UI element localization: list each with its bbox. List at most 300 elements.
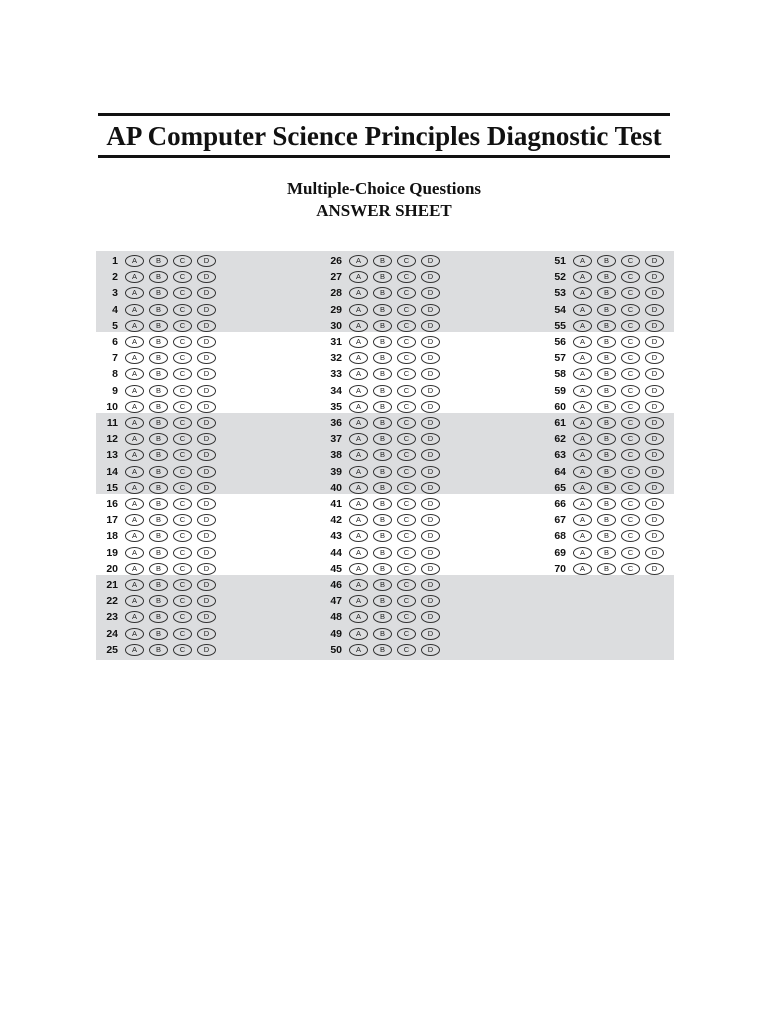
answer-bubble-d[interactable]: D [421, 530, 440, 542]
answer-bubble-b[interactable]: B [597, 401, 616, 413]
answer-bubble-c[interactable]: C [621, 320, 640, 332]
answer-bubble-c[interactable]: C [397, 579, 416, 591]
answer-bubble-a[interactable]: A [125, 368, 144, 380]
question-number: 66 [554, 498, 566, 510]
answer-bubble-a[interactable]: A [125, 514, 144, 526]
answer-bubble-c[interactable]: C [621, 287, 640, 299]
answer-bubble-b[interactable]: B [373, 498, 392, 510]
answer-bubble-d[interactable]: D [645, 449, 664, 461]
answer-bubble-a[interactable]: A [125, 385, 144, 397]
answer-bubble-c[interactable]: C [173, 336, 192, 348]
answer-bubble-d[interactable]: D [197, 482, 216, 494]
answer-bubble-c[interactable]: C [397, 466, 416, 478]
answer-bubble-d[interactable]: D [421, 401, 440, 413]
answer-bubble-b[interactable]: B [373, 547, 392, 559]
answer-bubble-c[interactable]: C [621, 417, 640, 429]
question-number: 41 [330, 498, 342, 510]
answer-bubble-a[interactable]: A [349, 449, 368, 461]
answer-bubble-c[interactable]: C [397, 352, 416, 364]
answer-bubble-d[interactable]: D [645, 530, 664, 542]
answer-bubble-d[interactable]: D [421, 433, 440, 445]
answer-bubble-b[interactable]: B [373, 287, 392, 299]
answer-bubble-d[interactable]: D [197, 628, 216, 640]
question-row [96, 593, 216, 609]
answer-bubble-c[interactable]: C [621, 401, 640, 413]
answer-bubble-c[interactable]: C [173, 547, 192, 559]
answer-bubble-c[interactable]: C [621, 368, 640, 380]
answer-bubble-a[interactable]: A [573, 466, 592, 478]
answer-bubble-b[interactable]: B [373, 401, 392, 413]
question-number: 20 [106, 562, 118, 575]
answer-bubble-b[interactable]: B [149, 385, 168, 397]
question-number: 44 [330, 546, 342, 559]
question-number: 56 [554, 336, 566, 348]
answer-bubble-c[interactable]: C [173, 595, 192, 607]
answer-bubble-c[interactable]: C [397, 530, 416, 542]
answer-bubble-d[interactable]: D [197, 417, 216, 429]
answer-bubble-b[interactable]: B [373, 530, 392, 542]
answer-bubble-a[interactable]: A [349, 336, 368, 348]
answer-bubble-d[interactable]: D [197, 644, 216, 656]
answer-bubble-c[interactable]: C [621, 514, 640, 526]
answer-bubble-d[interactable]: D [645, 304, 664, 316]
answer-bubble-a[interactable]: A [349, 304, 368, 316]
answer-bubble-a[interactable]: A [349, 385, 368, 397]
answer-bubble-a[interactable]: A [349, 611, 368, 623]
answer-bubble-b[interactable]: B [373, 320, 392, 332]
answer-bubble-d[interactable]: D [645, 466, 664, 478]
answer-bubble-c[interactable]: C [173, 385, 192, 397]
answer-bubble-c[interactable]: C [173, 466, 192, 478]
answer-bubble-c[interactable]: C [173, 255, 192, 267]
answer-bubble-c[interactable]: C [397, 563, 416, 575]
answer-bubble-d[interactable]: D [197, 401, 216, 413]
answer-bubble-c[interactable]: C [397, 417, 416, 429]
answer-bubble-d[interactable]: D [421, 304, 440, 316]
answer-bubble-d[interactable]: D [645, 401, 664, 413]
answer-bubble-d[interactable]: D [645, 498, 664, 510]
answer-bubble-d[interactable]: D [645, 320, 664, 332]
answer-bubble-d[interactable]: D [645, 433, 664, 445]
answer-bubble-b[interactable]: B [149, 595, 168, 607]
answer-bubble-a[interactable]: A [125, 595, 144, 607]
answer-bubble-b[interactable]: B [373, 352, 392, 364]
answer-bubble-a[interactable]: A [125, 417, 144, 429]
answer-bubble-b[interactable]: B [149, 336, 168, 348]
answer-bubble-a[interactable]: A [349, 644, 368, 656]
answer-bubble-b[interactable]: B [149, 482, 168, 494]
answer-bubble-b[interactable]: B [373, 628, 392, 640]
answer-bubble-a[interactable]: A [125, 320, 144, 332]
answer-bubble-d[interactable]: D [197, 255, 216, 267]
answer-bubble-d[interactable]: D [197, 352, 216, 364]
answer-bubble-d[interactable]: D [421, 498, 440, 510]
answer-bubble-d[interactable]: D [645, 417, 664, 429]
answer-bubble-d[interactable]: D [197, 449, 216, 461]
answer-bubble-d[interactable]: D [645, 547, 664, 559]
answer-bubble-a[interactable]: A [573, 482, 592, 494]
answer-bubble-d[interactable]: D [421, 255, 440, 267]
answer-bubble-d[interactable]: D [421, 287, 440, 299]
answer-bubble-a[interactable]: A [125, 611, 144, 623]
answer-bubble-b[interactable]: B [373, 255, 392, 267]
answer-bubble-a[interactable]: A [349, 352, 368, 364]
answer-bubble-c[interactable]: C [173, 611, 192, 623]
question-number: 3 [112, 287, 118, 300]
answer-bubble-b[interactable]: B [373, 336, 392, 348]
answer-bubble-b[interactable]: B [373, 611, 392, 623]
answer-bubble-c[interactable]: C [173, 498, 192, 510]
answer-bubble-a[interactable]: A [573, 320, 592, 332]
answer-bubble-c[interactable]: C [173, 644, 192, 656]
answer-bubble-b[interactable]: B [597, 498, 616, 510]
answer-bubble-c[interactable]: C [173, 417, 192, 429]
answer-bubble-c[interactable]: C [621, 498, 640, 510]
answer-bubble-a[interactable]: A [573, 530, 592, 542]
answer-bubble-b[interactable]: B [373, 304, 392, 316]
answer-bubble-b[interactable]: B [149, 466, 168, 478]
answer-bubble-a[interactable]: A [125, 628, 144, 640]
answer-bubble-c[interactable]: C [397, 611, 416, 623]
answer-bubble-c[interactable]: C [173, 304, 192, 316]
answer-bubble-b[interactable]: B [373, 644, 392, 656]
answer-bubble-d[interactable]: D [421, 320, 440, 332]
answer-bubble-d[interactable]: D [197, 595, 216, 607]
answer-bubble-a[interactable]: A [125, 401, 144, 413]
answer-bubble-d[interactable]: D [197, 433, 216, 445]
question-row [320, 302, 440, 318]
answer-bubble-d[interactable]: D [421, 628, 440, 640]
answer-bubble-d[interactable]: D [197, 287, 216, 299]
answer-bubble-a[interactable]: A [573, 352, 592, 364]
answer-bubble-b[interactable]: B [373, 595, 392, 607]
answer-bubble-a[interactable]: A [125, 563, 144, 575]
question-row [544, 269, 664, 285]
question-row [96, 285, 216, 301]
answer-bubble-c[interactable]: C [173, 530, 192, 542]
answer-bubble-a[interactable]: A [125, 287, 144, 299]
answer-bubble-b[interactable]: B [149, 628, 168, 640]
answer-bubble-c[interactable]: C [621, 304, 640, 316]
answer-bubble-c[interactable]: C [397, 304, 416, 316]
answer-bubble-b[interactable]: B [149, 271, 168, 283]
answer-bubble-d[interactable]: D [197, 368, 216, 380]
answer-bubble-a[interactable]: A [125, 352, 144, 364]
answer-bubble-a[interactable]: A [573, 287, 592, 299]
answer-bubble-d[interactable]: D [645, 514, 664, 526]
answer-bubble-c[interactable]: C [621, 530, 640, 542]
answer-bubble-b[interactable]: B [597, 352, 616, 364]
answer-bubble-d[interactable]: D [421, 271, 440, 283]
answer-bubble-b[interactable]: B [597, 547, 616, 559]
question-row [320, 334, 440, 350]
answer-bubble-c[interactable]: C [621, 255, 640, 267]
answer-bubble-a[interactable]: A [125, 336, 144, 348]
answer-bubble-a[interactable]: A [349, 368, 368, 380]
answer-bubble-b[interactable]: B [373, 271, 392, 283]
answer-bubble-b[interactable]: B [149, 579, 168, 591]
answer-bubble-b[interactable]: B [597, 482, 616, 494]
answer-bubble-d[interactable]: D [197, 498, 216, 510]
answer-bubble-b[interactable]: B [597, 466, 616, 478]
answer-bubble-a[interactable]: A [573, 563, 592, 575]
answer-bubble-c[interactable]: C [173, 352, 192, 364]
answer-bubble-a[interactable]: A [349, 498, 368, 510]
answer-bubble-a[interactable]: A [349, 514, 368, 526]
answer-bubble-b[interactable]: B [373, 514, 392, 526]
answer-bubble-d[interactable]: D [421, 482, 440, 494]
answer-bubble-b[interactable]: B [373, 466, 392, 478]
answer-bubble-d[interactable]: D [421, 514, 440, 526]
answer-bubble-b[interactable]: B [149, 611, 168, 623]
answer-bubble-b[interactable]: B [597, 271, 616, 283]
answer-bubble-b[interactable]: B [149, 547, 168, 559]
answer-bubble-d[interactable]: D [645, 255, 664, 267]
answer-bubble-b[interactable]: B [597, 433, 616, 445]
answer-bubble-d[interactable]: D [421, 368, 440, 380]
answer-bubble-a[interactable]: A [573, 547, 592, 559]
answer-bubble-d[interactable]: D [645, 271, 664, 283]
answer-bubble-c[interactable]: C [397, 514, 416, 526]
answer-bubble-b[interactable]: B [373, 563, 392, 575]
answer-bubble-a[interactable]: A [573, 498, 592, 510]
answer-bubble-a[interactable]: A [125, 304, 144, 316]
answer-bubble-a[interactable]: A [349, 530, 368, 542]
answer-bubble-c[interactable]: C [173, 563, 192, 575]
question-row [544, 512, 664, 528]
answer-bubble-c[interactable]: C [621, 482, 640, 494]
answer-bubble-c[interactable]: C [397, 255, 416, 267]
answer-bubble-c[interactable]: C [397, 595, 416, 607]
answer-bubble-b[interactable]: B [373, 449, 392, 461]
answer-bubble-d[interactable]: D [197, 304, 216, 316]
answer-bubble-b[interactable]: B [373, 368, 392, 380]
question-number: 48 [330, 611, 342, 624]
answer-bubble-d[interactable]: D [197, 466, 216, 478]
answer-bubble-d[interactable]: D [197, 385, 216, 397]
answer-bubble-d[interactable]: D [197, 579, 216, 591]
answer-bubble-b[interactable]: B [597, 530, 616, 542]
answer-bubble-a[interactable]: A [125, 433, 144, 445]
answer-bubble-c[interactable]: C [397, 433, 416, 445]
answer-bubble-d[interactable]: D [197, 611, 216, 623]
answer-bubble-c[interactable]: C [397, 644, 416, 656]
answer-bubble-c[interactable]: C [173, 579, 192, 591]
answer-bubble-d[interactable]: D [197, 320, 216, 332]
answer-bubble-a[interactable]: A [349, 271, 368, 283]
answer-bubble-a[interactable]: A [573, 514, 592, 526]
answer-bubble-b[interactable]: B [149, 563, 168, 575]
answer-bubble-b[interactable]: B [149, 320, 168, 332]
answer-bubble-c[interactable]: C [173, 514, 192, 526]
answer-bubble-b[interactable]: B [149, 530, 168, 542]
answer-bubble-c[interactable]: C [173, 628, 192, 640]
answer-bubble-c[interactable]: C [397, 547, 416, 559]
answer-bubble-a[interactable]: A [573, 368, 592, 380]
answer-bubble-a[interactable]: A [349, 547, 368, 559]
answer-bubble-a[interactable]: A [349, 482, 368, 494]
answer-bubble-a[interactable]: A [573, 255, 592, 267]
answer-bubble-d[interactable]: D [645, 287, 664, 299]
answer-bubble-d[interactable]: D [645, 352, 664, 364]
answer-bubble-b[interactable]: B [149, 287, 168, 299]
answer-bubble-a[interactable]: A [573, 401, 592, 413]
answer-bubble-b[interactable]: B [597, 368, 616, 380]
answer-bubble-c[interactable]: C [397, 628, 416, 640]
answer-bubble-d[interactable]: D [421, 336, 440, 348]
answer-bubble-d[interactable]: D [197, 563, 216, 575]
answer-bubble-b[interactable]: B [149, 433, 168, 445]
answer-bubble-a[interactable]: A [349, 595, 368, 607]
answer-bubble-a[interactable]: A [125, 482, 144, 494]
answer-bubble-a[interactable]: A [125, 530, 144, 542]
answer-bubble-c[interactable]: C [621, 336, 640, 348]
answer-bubble-a[interactable]: A [573, 304, 592, 316]
answer-bubble-c[interactable]: C [173, 401, 192, 413]
answer-bubble-a[interactable]: A [125, 255, 144, 267]
answer-bubble-d[interactable]: D [421, 611, 440, 623]
answer-bubble-d[interactable]: D [421, 547, 440, 559]
answer-bubble-c[interactable]: C [397, 287, 416, 299]
answer-bubble-b[interactable]: B [149, 498, 168, 510]
answer-bubble-d[interactable]: D [421, 595, 440, 607]
answer-bubble-b[interactable]: B [149, 304, 168, 316]
answer-bubble-c[interactable]: C [621, 563, 640, 575]
answer-bubble-b[interactable]: B [373, 433, 392, 445]
answer-bubble-c[interactable]: C [173, 482, 192, 494]
answer-bubble-c[interactable]: C [173, 368, 192, 380]
answer-bubble-a[interactable]: A [349, 563, 368, 575]
answer-bubble-b[interactable]: B [597, 336, 616, 348]
answer-bubble-d[interactable]: D [645, 482, 664, 494]
answer-bubble-d[interactable]: D [421, 579, 440, 591]
answer-bubble-c[interactable]: C [397, 401, 416, 413]
answer-bubble-d[interactable]: D [645, 563, 664, 575]
answer-bubble-d[interactable]: D [421, 417, 440, 429]
answer-bubble-a[interactable]: A [349, 320, 368, 332]
answer-bubble-c[interactable]: C [173, 433, 192, 445]
answer-bubble-c[interactable]: C [173, 320, 192, 332]
answer-bubble-a[interactable]: A [125, 271, 144, 283]
answer-bubble-d[interactable]: D [421, 466, 440, 478]
answer-bubble-a[interactable]: A [125, 449, 144, 461]
answer-bubble-b[interactable]: B [597, 287, 616, 299]
answer-bubble-c[interactable]: C [397, 449, 416, 461]
answer-bubble-c[interactable]: C [397, 385, 416, 397]
answer-bubble-b[interactable]: B [149, 514, 168, 526]
answer-bubble-a[interactable]: A [349, 401, 368, 413]
answer-bubble-b[interactable]: B [149, 401, 168, 413]
answer-bubble-a[interactable]: A [349, 417, 368, 429]
answer-bubble-b[interactable]: B [597, 304, 616, 316]
answer-bubble-c[interactable]: C [621, 547, 640, 559]
answer-bubble-a[interactable]: A [125, 579, 144, 591]
answer-bubble-d[interactable]: D [421, 449, 440, 461]
answer-bubble-c[interactable]: C [397, 336, 416, 348]
answer-bubble-c[interactable]: C [621, 466, 640, 478]
answer-bubble-a[interactable]: A [125, 547, 144, 559]
answer-bubble-d[interactable]: D [421, 563, 440, 575]
answer-bubble-a[interactable]: A [349, 255, 368, 267]
question-number: 15 [106, 481, 118, 494]
answer-bubble-a[interactable]: A [349, 433, 368, 445]
answer-bubble-c[interactable]: C [173, 287, 192, 299]
answer-bubble-a[interactable]: A [125, 498, 144, 510]
answer-bubble-a[interactable]: A [349, 287, 368, 299]
answer-bubble-a[interactable]: A [349, 628, 368, 640]
answer-bubble-b[interactable]: B [597, 449, 616, 461]
answer-bubble-b[interactable]: B [149, 352, 168, 364]
answer-grid [96, 251, 674, 660]
answer-bubble-a[interactable]: A [125, 466, 144, 478]
answer-bubble-c[interactable]: C [621, 385, 640, 397]
answer-bubble-c[interactable]: C [621, 433, 640, 445]
answer-bubble-b[interactable]: B [597, 563, 616, 575]
answer-bubble-d[interactable]: D [421, 352, 440, 364]
answer-bubble-a[interactable]: A [349, 466, 368, 478]
answer-bubble-d[interactable]: D [645, 368, 664, 380]
answer-bubble-b[interactable]: B [597, 255, 616, 267]
answer-bubble-c[interactable]: C [621, 352, 640, 364]
answer-bubble-c[interactable]: C [397, 271, 416, 283]
answer-bubble-d[interactable]: D [645, 336, 664, 348]
answer-bubble-d[interactable]: D [421, 385, 440, 397]
answer-bubble-a[interactable]: A [573, 336, 592, 348]
answer-bubble-c[interactable]: C [173, 449, 192, 461]
answer-bubble-a[interactable]: A [573, 417, 592, 429]
answer-bubble-d[interactable]: D [197, 271, 216, 283]
answer-bubble-a[interactable]: A [573, 385, 592, 397]
answer-bubble-c[interactable]: C [397, 482, 416, 494]
answer-bubble-d[interactable]: D [197, 514, 216, 526]
answer-bubble-b[interactable]: B [373, 482, 392, 494]
answer-bubble-c[interactable]: C [397, 320, 416, 332]
question-number: 53 [554, 287, 566, 300]
question-number: 25 [106, 643, 118, 656]
question-number: 6 [112, 336, 118, 348]
answer-bubble-b[interactable]: B [149, 417, 168, 429]
answer-bubble-c[interactable]: C [397, 498, 416, 510]
answer-bubble-b[interactable]: B [373, 417, 392, 429]
answer-bubble-c[interactable]: C [397, 368, 416, 380]
answer-bubble-a[interactable]: A [573, 271, 592, 283]
answer-bubble-c[interactable]: C [621, 449, 640, 461]
answer-bubble-d[interactable]: D [197, 547, 216, 559]
answer-bubble-b[interactable]: B [373, 385, 392, 397]
answer-bubble-b[interactable]: B [597, 385, 616, 397]
answer-bubble-b[interactable]: B [597, 320, 616, 332]
answer-bubble-b[interactable]: B [373, 579, 392, 591]
answer-bubble-a[interactable]: A [125, 644, 144, 656]
answer-bubble-b[interactable]: B [149, 449, 168, 461]
answer-bubble-b[interactable]: B [149, 368, 168, 380]
answer-bubble-a[interactable]: A [573, 449, 592, 461]
answer-bubble-a[interactable]: A [349, 579, 368, 591]
answer-bubble-b[interactable]: B [149, 255, 168, 267]
answer-bubble-d[interactable]: D [197, 530, 216, 542]
answer-bubble-d[interactable]: D [645, 385, 664, 397]
answer-bubble-b[interactable]: B [597, 514, 616, 526]
answer-bubble-d[interactable]: D [421, 644, 440, 656]
answer-bubble-b[interactable]: B [149, 644, 168, 656]
answer-bubble-d[interactable]: D [197, 336, 216, 348]
question-row [320, 512, 440, 528]
answer-bubble-a[interactable]: A [573, 433, 592, 445]
answer-bubble-b[interactable]: B [597, 417, 616, 429]
answer-bubble-c[interactable]: C [173, 271, 192, 283]
answer-bubble-c[interactable]: C [621, 271, 640, 283]
question-number: 34 [330, 384, 342, 397]
